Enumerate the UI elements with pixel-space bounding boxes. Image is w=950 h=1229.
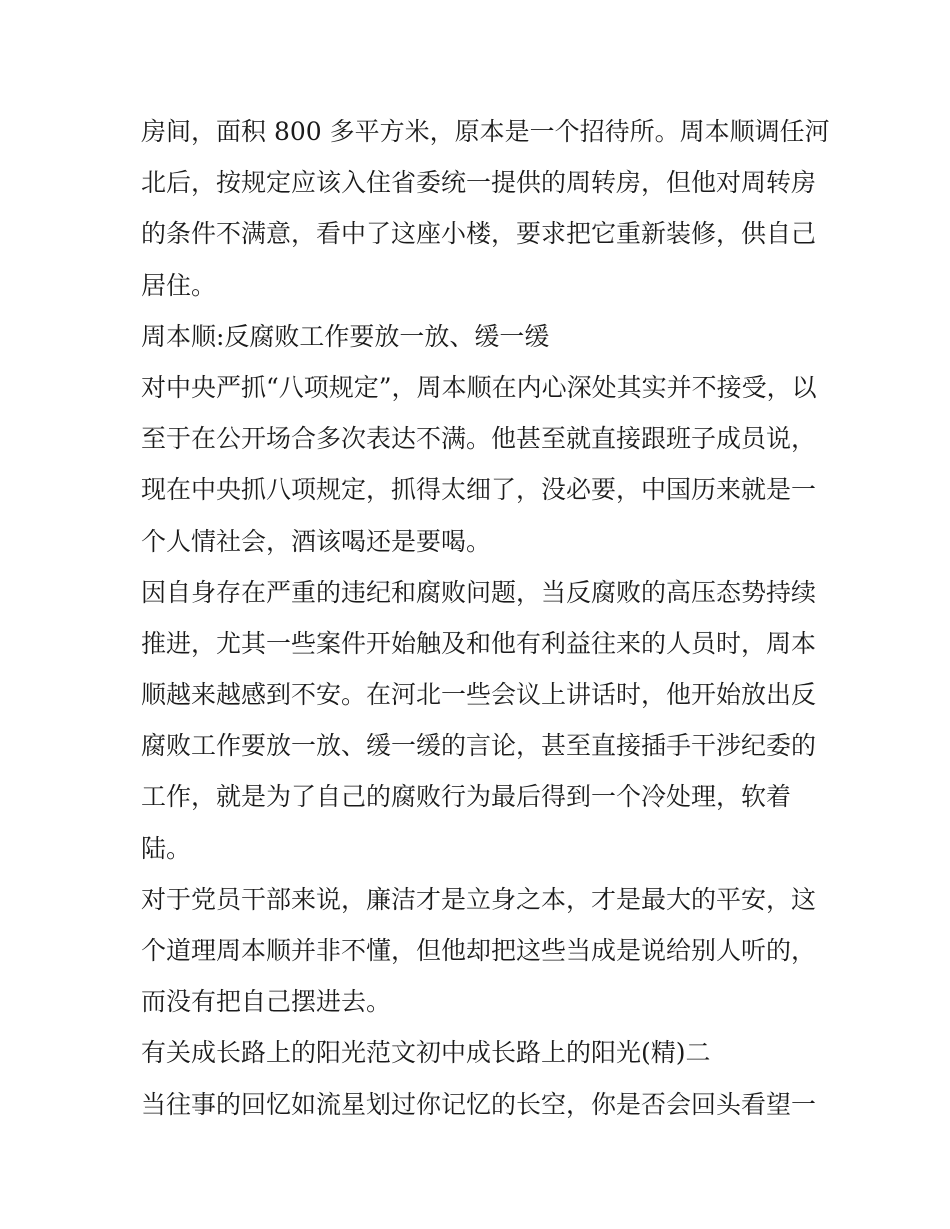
text-line-10: 因自身存在严重的违纪和腐败问题，当反腐败的高压态势持续 bbox=[141, 577, 817, 607]
text-line-14: 工作，就是为了自己的腐败行为最后得到一个冷处理，软着 bbox=[141, 782, 792, 812]
text-line-2: 北后，按规定应该入住省委统一提供的周转房，但他对周转房 bbox=[141, 168, 817, 198]
text-line-15: 陆。 bbox=[141, 833, 192, 863]
text-line-13: 腐败工作要放一放、缓一缓的言论，甚至直接插手干涉纪委的 bbox=[141, 731, 817, 761]
text-line-11: 推进，尤其一些案件开始触及和他有利益往来的人员时，周本 bbox=[141, 628, 817, 658]
text-line-16: 对于党员干部来说，廉洁才是立身之本，才是最大的平安，这 bbox=[141, 884, 817, 914]
text-line-8: 现在中央抓八项规定，抓得太细了，没必要，中国历来就是一 bbox=[141, 475, 817, 505]
text-line-1: 房间，面积 800 多平方米，原本是一个招待所。周本顺调任河 bbox=[141, 117, 830, 146]
article-title: 有关成长路上的阳光范文初中成长路上的阳光(精)二 bbox=[141, 1038, 711, 1068]
text-line-20: 当往事的回忆如流星划过你记忆的长空，你是否会回头看望一 bbox=[141, 1089, 817, 1119]
text-line-9: 个人情社会，酒该喝还是要喝。 bbox=[141, 526, 492, 556]
text-line-17: 个道理周本顺并非不懂，但他却把这些当成是说给别人听的， bbox=[141, 936, 817, 965]
text-line-7: 至于在公开场合多次表达不满。他甚至就直接跟班子成员说， bbox=[141, 424, 817, 454]
section-heading: 周本顺:反腐败工作要放一放、缓一缓 bbox=[141, 321, 550, 351]
text-line-18: 而没有把自己摆进去。 bbox=[141, 987, 392, 1017]
text-line-4: 居住。 bbox=[141, 270, 217, 300]
text-line-12: 顺越来越感到不安。在河北一些会议上讲话时，他开始放出反 bbox=[141, 680, 817, 710]
text-line-3: 的条件不满意，看中了这座小楼，要求把它重新装修，供自己 bbox=[141, 219, 817, 249]
document-body bbox=[141, 106, 830, 1130]
text-line-6: 对中央严抓“八项规定”，周本顺在内心深处其实并不接受，以 bbox=[141, 372, 817, 402]
